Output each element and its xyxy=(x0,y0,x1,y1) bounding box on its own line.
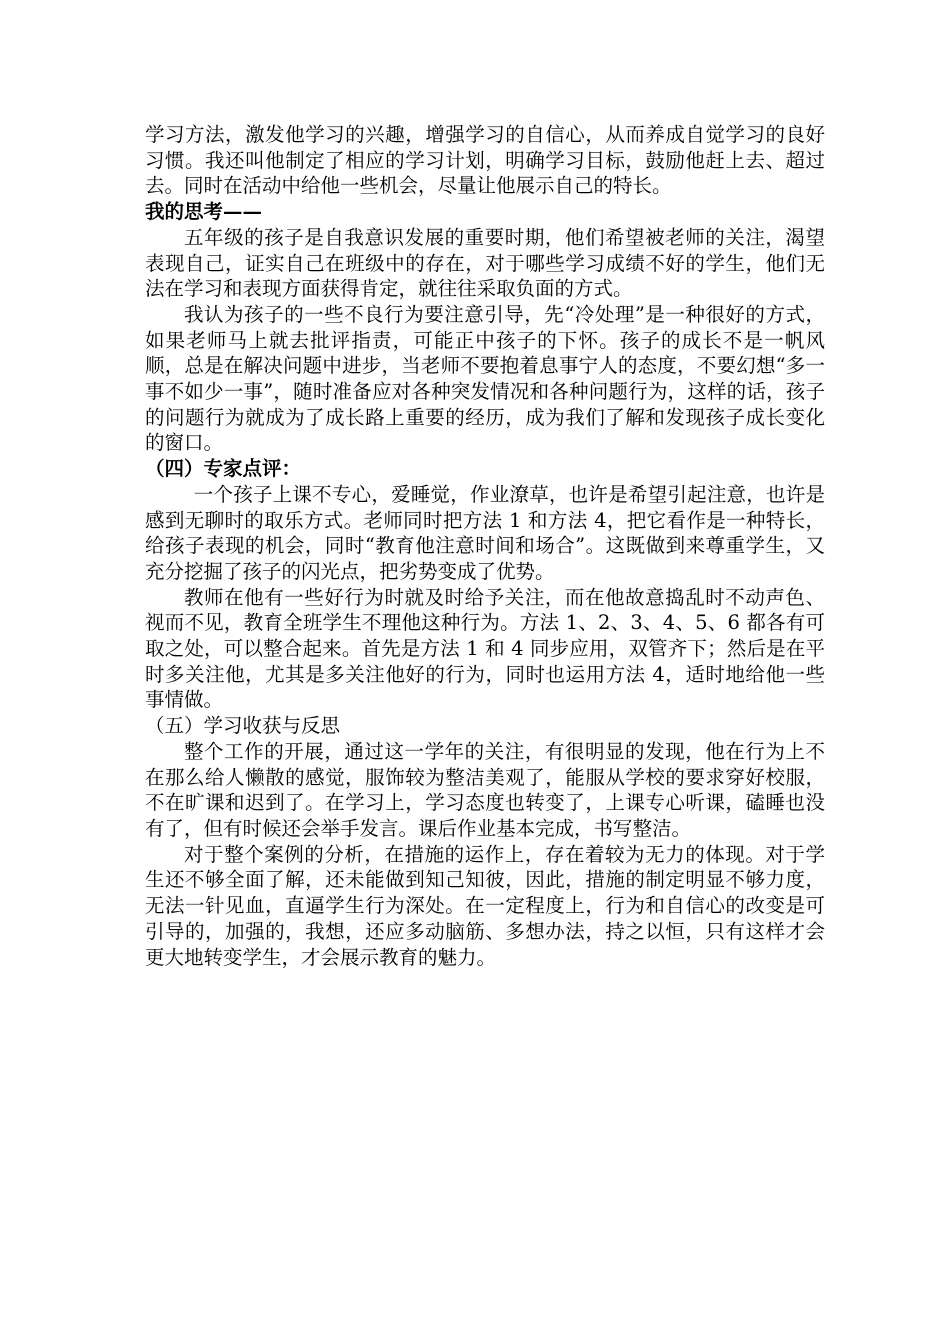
section-heading-thinking: 我的思考—— xyxy=(145,200,263,224)
intro-paragraph: 学习方法，激发他学习的兴趣，增强学习的自信心，从而养成自觉学习的良好习惯。我还叫他制定了相应的学习计划，明确学习目标，鼓励他赶上去、超过去。同时在活动中给他一些机会，尽量让他展示自己的特长。 xyxy=(145,123,825,198)
section-heading-expert-review: （四）专家点评： xyxy=(145,457,302,481)
thinking-paragraph-2: 我认为孩子的一些不良行为要注意引导，先“冷处理”是一种很好的方式，如果老师马上就去批评指责，可能正中孩子的下怀。孩子的成长不是一帆风顺，总是在解决问题中进步，当老师不要抱着息事宁人的态度，不要幻想“多一事不如少一事”，随时准备应对各种突发情况和各种问题行为，这样的话，孩子的问题行为就成为了成长路上重要的经历，成为我们了解和发现孩子成长变化的窗口。 xyxy=(145,302,825,455)
thinking-paragraph-1: 五年级的孩子是自我意识发展的重要时期，他们希望被老师的关注，渴望表现自己，证实自己在班级中的存在，对于哪些学习成绩不好的学生，他们无法在学习和表现方面获得肯定，就往往采取负面的方式。 xyxy=(145,225,825,301)
reflection-paragraph-2: 对于整个案例的分析，在措施的运作上，存在着较为无力的体现。对于学生还不够全面了解，还未能做到知己知彼，因此，措施的制定明显不够力度，无法一针见血，直逼学生行为深处。在一定程度上，行为和自信心的改变是可引导的，加强的，我想，还应多动脑筋、多想办法，持之以恒，只有这样才会更大地转变学生，才会展示教育的魅力。 xyxy=(145,842,825,969)
expert-review-paragraph-2: 教师在他有一些好行为时就及时给予关注，而在他故意捣乱时不动声色、视而不见，教育全班学生不理他这种行为。方法 1、2、3、4、5、6 都各有可取之处，可以整合起来。首先是方法 1 和 4 同步应用，双管齐下；然后是在平时多关注他，尤其是多关注他好的行为，同时也运用方法 4，适时地给他一些事情做。 xyxy=(145,585,825,712)
section-heading-reflection: （五）学习收获与反思 xyxy=(145,714,341,738)
document-body xyxy=(145,122,825,970)
expert-review-paragraph-1: 一个孩子上课不专心，爱睡觉，作业潦草，也许是希望引起注意，也许是感到无聊时的取乐方式。老师同时把方法 1 和方法 4，把它看作是一种特长，给孩子表现的机会，同时“教育他注意时间和场合”。这既做到来尊重学生，又充分挖掘了孩子的闪光点，把劣势变成了优势。 xyxy=(145,482,825,583)
reflection-paragraph-1: 整个工作的开展，通过这一学年的关注，有很明显的发现，他在行为上不在那么给人懒散的感觉，服饰较为整洁美观了，能服从学校的要求穿好校服，不在旷课和迟到了。在学习上，学习态度也转变了，上课专心听课，磕睡也没有了，但有时候还会举手发言。课后作业基本完成，书写整洁。 xyxy=(145,739,825,840)
